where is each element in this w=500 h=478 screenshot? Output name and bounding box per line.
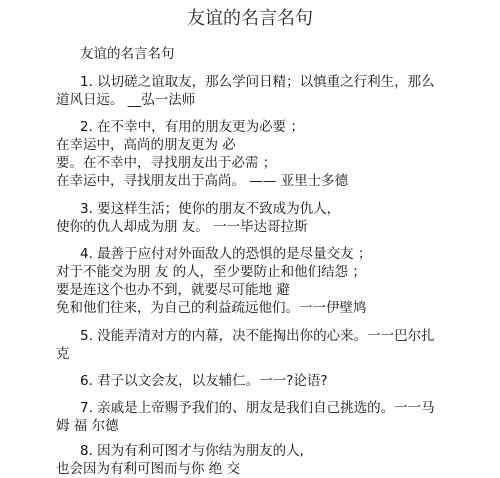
quote-2-line-2: 在幸运中，高尚的朋友更为 必	[56, 137, 236, 153]
quote-4-line-3: 要是连这个也办不到，就要尽可能地 避	[56, 282, 290, 298]
quote-4-line-2: 对于不能交为朋 友 的人，至少要防止和他们结怨 ；	[56, 264, 366, 280]
quote-2-line-3: 要。在不幸中，寻找朋友出于必需 ；	[56, 155, 277, 171]
document-subtitle: 友谊的名言名句	[80, 46, 175, 62]
quote-2-line-1: 2. 在不幸中，有用的朋友更为必要 ；	[80, 119, 304, 135]
quote-7-line-1: 7. 亲戚是上帝赐予我们的、朋友是我们自己挑选的。一一马	[80, 400, 435, 416]
quote-8-line-1: 8. 因为有利可图才与你结为朋友的人,	[80, 443, 304, 459]
quote-1-line-1: 1. 以切磋之谊取友，那么学问日精；以慎重之行利生，那么	[80, 74, 435, 90]
quote-7-line-2: 姆 福 尔德	[56, 418, 119, 434]
quote-3-line-2: 使你的仇人却成为朋 友。 一一毕达哥拉斯	[56, 219, 308, 235]
quote-4-line-4: 免和他们往来，为自己的利益疏远他们。一一伊壁鸠	[56, 300, 367, 316]
quote-4-line-1: 4. 最善于应付对外面敌人的恐惧的是尽量交友 ；	[80, 246, 372, 262]
quote-2-line-4: 在幸运中，寻找朋友出于高尚。 —— 亚里士多德	[56, 173, 349, 189]
quote-5-line-1: 5. 没能弄清对方的内幕，决不能掏出你的心来。一一巴尔扎	[80, 328, 435, 344]
quote-5-line-2: 克	[56, 346, 70, 362]
quote-3-line-1: 3. 要这样生活；使你的朋友不致成为仇人，	[80, 201, 341, 217]
quote-6-line-1: 6. 君子以文会友，以友辅仁。一一?论语?	[80, 373, 328, 389]
quote-1-line-2: 道风日远。 __弘一法师	[56, 92, 196, 108]
quote-8-line-2: 也会因为有利可图而与你 绝 交	[56, 461, 241, 477]
document-title: 友谊的名言名句	[187, 8, 313, 29]
